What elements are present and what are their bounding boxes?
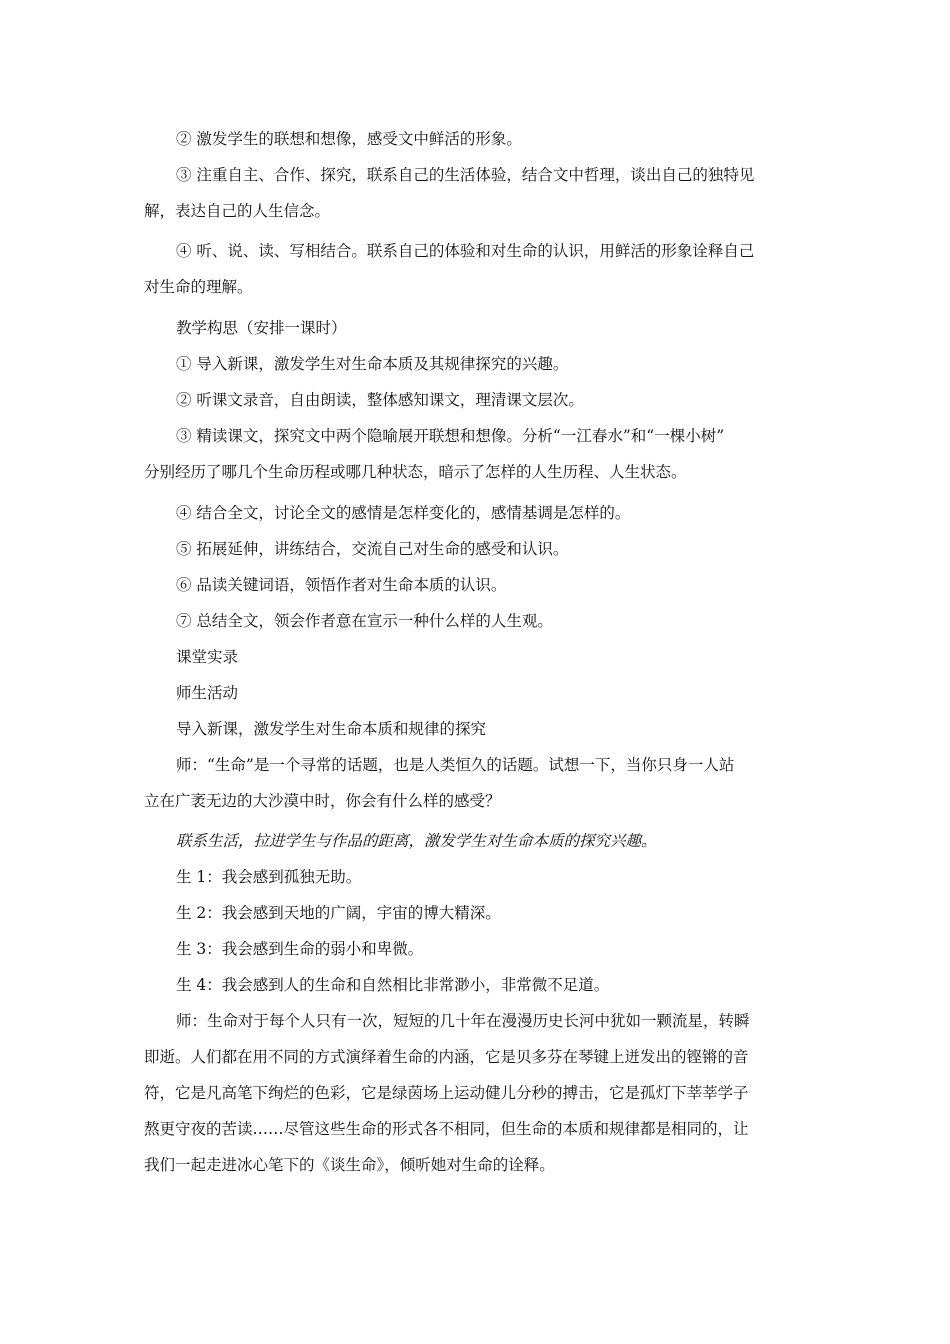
text-line: 生 3：我会感到生命的弱小和卑微。 <box>176 940 424 958</box>
teacher-question <box>144 747 809 819</box>
section-heading-teaching-design <box>144 310 809 346</box>
text-line: ③ 注重自主、合作、探究，联系自己的生活体验，结合文中哲理，谈出自己的独特见 <box>176 166 755 184</box>
text-line: ③ 精读课文，探究文中两个隐喻展开联想和想像。分析“一江春水”和“一棵小树” <box>176 427 725 445</box>
student-answer-2 <box>144 895 809 931</box>
text-line: 即逝。人们都在用不同的方式演绎着生命的内涵，它是贝多芬在琴键上迸发出的铿锵的音 <box>144 1048 749 1066</box>
text-line: ⑤ 拓展延伸，讲练结合，交流自己对生命的感受和认识。 <box>176 540 569 558</box>
design-step-2 <box>144 382 809 418</box>
teacher-summary <box>144 1003 809 1183</box>
text-line: 分别经历了哪几个生命历程或哪几种状态，暗示了怎样的人生历程、人生状态。 <box>144 463 687 481</box>
text-line: 立在广袤无边的大沙漠中时，你会有什么样的感受？ <box>144 792 501 810</box>
text-line: ⑥ 品读关键词语，领悟作者对生命本质的认识。 <box>176 576 507 594</box>
text-line: 对生命的理解。 <box>144 278 253 296</box>
text-line: ② 激发学生的联想和想像，感受文中鲜活的形象。 <box>176 130 522 148</box>
student-answer-3 <box>144 931 809 967</box>
section-heading-activities <box>144 675 809 711</box>
text-line: 导入新课，激发学生对生命本质和规律的探究 <box>176 720 487 738</box>
design-step-4 <box>144 495 809 531</box>
text-line: 生 4：我会感到人的生命和自然相比非常渺小，非常微不足道。 <box>176 976 610 994</box>
design-step-1 <box>144 346 809 382</box>
text-line: ④ 听、说、读、写相结合。联系自己的体验和对生命的认识，用鲜活的形象诠释自己 <box>176 242 755 260</box>
text-line: 生 1：我会感到孤独无助。 <box>176 868 362 886</box>
section-heading-classroom-record <box>144 639 809 675</box>
text-line: 熬更守夜的苦读……尽管这些生命的形式各不相同，但生命的本质和规律都是相同的，让 <box>144 1120 749 1138</box>
text-line: 课堂实录 <box>176 648 239 666</box>
text-line: 师生活动 <box>176 684 239 702</box>
teaching-note <box>144 823 809 859</box>
design-step-5 <box>144 531 809 567</box>
objective-3 <box>144 157 809 229</box>
text-line: 师：“生命”是一个寻常的话题，也是人类恒久的话题。试想一下，当你只身一人站 <box>176 756 735 774</box>
student-answer-1 <box>144 859 809 895</box>
text-line: 教学构思（安排一课时） <box>176 319 347 337</box>
text-line: 我们一起走进冰心笔下的《谈生命》，倾听她对生命的诠释。 <box>144 1156 555 1174</box>
text-line: ② 听课文录音，自由朗读，整体感知课文，理清课文层次。 <box>176 391 584 409</box>
text-line: ④ 结合全文，讨论全文的感情是怎样变化的，感情基调是怎样的。 <box>176 504 631 522</box>
activity-heading <box>144 711 809 747</box>
text-line: 符，它是凡高笔下绚烂的色彩，它是绿茵场上运动健儿分秒的搏击，它是孤灯下莘莘学子 <box>144 1084 749 1102</box>
text-line: 解，表达自己的人生信念。 <box>144 202 331 220</box>
text-line: 生 2：我会感到天地的广阔，宇宙的博大精深。 <box>176 904 501 922</box>
design-step-3 <box>144 418 809 490</box>
objective-4 <box>144 233 809 305</box>
text-line: 师：生命对于每个人只有一次，短短的几十年在漫漫历史长河中犹如一颗流星，转瞬 <box>176 1012 750 1030</box>
text-line: ⑦ 总结全文，领会作者意在宣示一种什么样的人生观。 <box>176 612 553 630</box>
text-line: ① 导入新课，激发学生对生命本质及其规律探究的兴趣。 <box>176 355 569 373</box>
text-line: 联系生活，拉进学生与作品的距离，激发学生对生命本质的探究兴趣。 <box>176 832 657 850</box>
design-step-7 <box>144 603 809 639</box>
objective-2 <box>144 121 809 157</box>
student-answer-4 <box>144 967 809 1003</box>
design-step-6 <box>144 567 809 603</box>
